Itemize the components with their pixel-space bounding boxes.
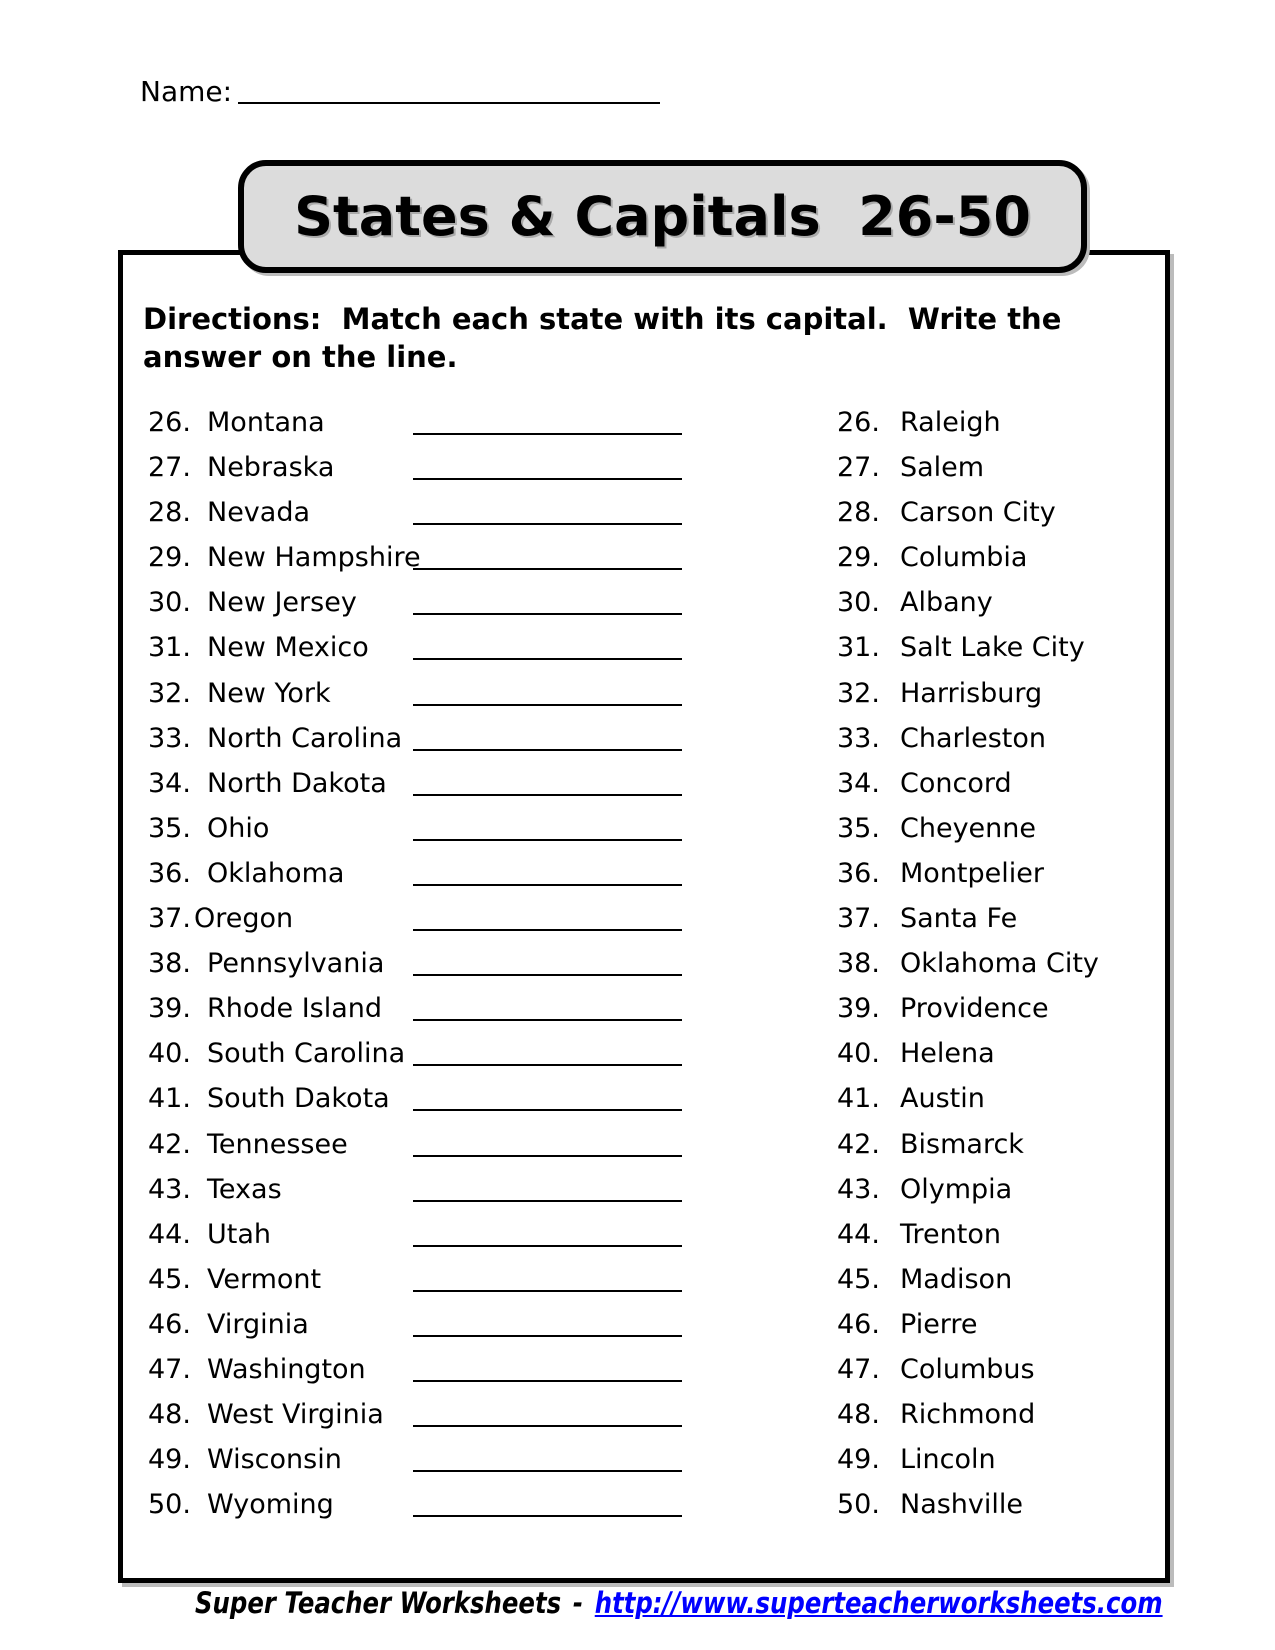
state-name: South Carolina xyxy=(207,1038,406,1070)
capital-row xyxy=(837,499,1157,544)
state-number: 31. xyxy=(148,632,191,664)
capital-row xyxy=(837,950,1157,995)
state-row xyxy=(148,1353,693,1401)
answer-line[interactable] xyxy=(413,478,682,480)
state-row xyxy=(148,1401,693,1446)
state-number: 37. xyxy=(148,903,191,935)
capital-row xyxy=(837,857,1157,905)
capital-row xyxy=(837,905,1157,950)
capital-number: 37. xyxy=(837,903,880,935)
state-name: Oregon xyxy=(194,903,294,935)
answer-line[interactable] xyxy=(413,613,682,615)
capital-name: Pierre xyxy=(900,1308,978,1340)
capital-name: Albany xyxy=(900,587,993,619)
answer-line[interactable] xyxy=(413,974,682,976)
answer-line[interactable] xyxy=(413,884,682,886)
capital-number: 32. xyxy=(837,677,880,709)
capital-name: Providence xyxy=(900,993,1049,1025)
state-name: Pennsylvania xyxy=(207,948,385,980)
state-name: Tennessee xyxy=(207,1128,348,1160)
state-row xyxy=(148,1491,693,1536)
name-label: Name: xyxy=(140,75,233,108)
state-number: 46. xyxy=(148,1308,191,1340)
answer-line[interactable] xyxy=(413,794,682,796)
capital-row xyxy=(837,1401,1157,1446)
state-name: Nevada xyxy=(207,497,311,529)
capital-name: Helena xyxy=(900,1038,995,1070)
state-number: 42. xyxy=(148,1128,191,1160)
state-number: 32. xyxy=(148,677,191,709)
state-number: 39. xyxy=(148,993,191,1025)
state-row xyxy=(148,767,693,815)
capital-number: 46. xyxy=(837,1308,880,1340)
capital-row xyxy=(837,995,1157,1040)
state-name: New Mexico xyxy=(207,632,369,664)
answer-line[interactable] xyxy=(413,929,682,931)
state-name: Texas xyxy=(207,1173,282,1205)
capital-number: 42. xyxy=(837,1128,880,1160)
capital-number: 49. xyxy=(837,1444,880,1476)
capital-name: Harrisburg xyxy=(900,677,1043,709)
capital-number: 48. xyxy=(837,1399,880,1431)
state-row xyxy=(148,677,693,725)
state-name: West Virginia xyxy=(207,1399,384,1431)
state-row xyxy=(148,499,693,544)
state-name: New Hampshire xyxy=(207,542,421,574)
capital-name: Bismarck xyxy=(900,1128,1024,1160)
state-name: Montana xyxy=(207,407,325,438)
answer-line[interactable] xyxy=(413,1290,682,1292)
capital-name: Austin xyxy=(900,1083,985,1115)
worksheet-title: States & Capitals 26-50 xyxy=(294,184,1031,248)
title-box xyxy=(238,160,1087,273)
capital-number: 38. xyxy=(837,948,880,980)
capital-name: Nashville xyxy=(900,1489,1024,1521)
capital-row xyxy=(837,767,1157,815)
capital-name: Santa Fe xyxy=(900,903,1018,935)
answer-line[interactable] xyxy=(413,1515,682,1517)
capital-row xyxy=(837,454,1157,499)
capital-number: 27. xyxy=(837,452,880,484)
answer-line[interactable] xyxy=(413,1064,682,1066)
state-number: 34. xyxy=(148,767,191,799)
footer-separator: - xyxy=(572,1586,583,1620)
state-row xyxy=(148,722,693,770)
state-number: 33. xyxy=(148,722,191,754)
capital-name: Richmond xyxy=(900,1399,1036,1431)
capital-number: 44. xyxy=(837,1218,880,1250)
capital-name: Trenton xyxy=(900,1218,1001,1250)
state-name: South Dakota xyxy=(207,1083,390,1115)
answer-line[interactable] xyxy=(413,1470,682,1472)
capital-row xyxy=(837,1308,1157,1356)
state-name: Wisconsin xyxy=(207,1444,342,1476)
state-number: 35. xyxy=(148,812,191,844)
capital-number: 28. xyxy=(837,497,880,529)
answer-line[interactable] xyxy=(413,704,682,706)
capital-name: Olympia xyxy=(900,1173,1013,1205)
capital-row xyxy=(837,1085,1157,1130)
capital-name: Columbus xyxy=(900,1353,1035,1385)
state-number: 49. xyxy=(148,1444,191,1476)
capital-row xyxy=(837,589,1157,634)
capital-name: Columbia xyxy=(900,542,1028,574)
capital-name: Salem xyxy=(900,452,985,484)
capital-number: 50. xyxy=(837,1489,880,1521)
capital-name: Cheyenne xyxy=(900,812,1037,844)
answer-line[interactable] xyxy=(413,1335,682,1337)
state-name: North Dakota xyxy=(207,767,387,799)
state-name: Washington xyxy=(207,1353,366,1385)
state-number: 28. xyxy=(148,497,191,529)
capital-number: 26. xyxy=(837,407,880,438)
state-row xyxy=(148,1218,693,1266)
answer-line[interactable] xyxy=(413,523,682,525)
capital-number: 34. xyxy=(837,767,880,799)
state-name: Wyoming xyxy=(207,1489,334,1521)
capital-row xyxy=(837,544,1157,589)
capital-number: 40. xyxy=(837,1038,880,1070)
capitals-list xyxy=(837,409,1157,1536)
state-number: 36. xyxy=(148,857,191,889)
directions-text: Directions: Match each state with its capital. Write the answer on the line. xyxy=(143,302,1072,374)
capital-number: 35. xyxy=(837,812,880,844)
capital-row xyxy=(837,409,1157,454)
capital-number: 41. xyxy=(837,1083,880,1115)
capital-name: Charleston xyxy=(900,722,1047,754)
capital-number: 36. xyxy=(837,857,880,889)
answer-line[interactable] xyxy=(413,433,682,435)
state-name: New York xyxy=(207,677,331,709)
state-name: Rhode Island xyxy=(207,993,383,1025)
state-number: 40. xyxy=(148,1038,191,1070)
answer-line[interactable] xyxy=(413,839,682,841)
capital-number: 39. xyxy=(837,993,880,1025)
state-number: 38. xyxy=(148,948,191,980)
state-row xyxy=(148,589,693,634)
state-row xyxy=(148,409,693,454)
capital-name: Montpelier xyxy=(900,857,1044,889)
states-list xyxy=(148,409,693,1536)
state-number: 29. xyxy=(148,542,191,574)
capital-name: Salt Lake City xyxy=(900,632,1085,664)
answer-line[interactable] xyxy=(413,1245,682,1247)
capital-row xyxy=(837,1446,1157,1491)
state-number: 30. xyxy=(148,587,191,619)
answer-line[interactable] xyxy=(413,1380,682,1382)
state-name: North Carolina xyxy=(207,722,403,754)
capital-row xyxy=(837,1218,1157,1266)
capital-number: 30. xyxy=(837,587,880,619)
state-number: 45. xyxy=(148,1263,191,1295)
state-row xyxy=(148,1263,693,1311)
capital-name: Lincoln xyxy=(900,1444,996,1476)
state-row xyxy=(148,995,693,1040)
capital-row xyxy=(837,722,1157,770)
footer-site-name: Super Teacher Worksheets xyxy=(195,1586,562,1620)
capital-row xyxy=(837,1173,1157,1221)
state-row xyxy=(148,1173,693,1221)
capital-row xyxy=(837,1491,1157,1536)
capital-number: 43. xyxy=(837,1173,880,1205)
state-row xyxy=(148,454,693,499)
capital-row xyxy=(837,1040,1157,1085)
capital-name: Madison xyxy=(900,1263,1013,1295)
state-row xyxy=(148,1128,693,1176)
state-row xyxy=(148,950,693,995)
state-row xyxy=(148,905,693,950)
capital-number: 29. xyxy=(837,542,880,574)
state-row xyxy=(148,1446,693,1491)
state-name: Utah xyxy=(207,1218,272,1250)
state-row xyxy=(148,857,693,905)
capital-name: Carson City xyxy=(900,497,1056,529)
capital-row xyxy=(837,1353,1157,1401)
state-row xyxy=(148,544,693,589)
state-row xyxy=(148,812,693,860)
state-row xyxy=(148,1040,693,1085)
state-name: New Jersey xyxy=(207,587,357,619)
capital-number: 33. xyxy=(837,722,880,754)
state-name: Oklahoma xyxy=(207,857,345,889)
state-number: 41. xyxy=(148,1083,191,1115)
capital-row xyxy=(837,1128,1157,1176)
capital-number: 31. xyxy=(837,632,880,664)
state-row xyxy=(148,634,693,679)
answer-line[interactable] xyxy=(413,1109,682,1111)
capital-name: Oklahoma City xyxy=(900,948,1099,980)
state-number: 27. xyxy=(148,452,191,484)
answer-line[interactable] xyxy=(413,658,682,660)
capital-name: Concord xyxy=(900,767,1012,799)
state-number: 50. xyxy=(148,1489,191,1521)
state-number: 47. xyxy=(148,1353,191,1385)
state-name: Nebraska xyxy=(207,452,335,484)
capital-row xyxy=(837,812,1157,860)
state-name: Vermont xyxy=(207,1263,322,1295)
state-name: Virginia xyxy=(207,1308,309,1340)
answer-line[interactable] xyxy=(413,568,682,570)
capital-row xyxy=(837,1263,1157,1311)
capital-name: Raleigh xyxy=(900,407,1001,438)
name-line[interactable] xyxy=(238,74,660,104)
footer xyxy=(195,1586,1163,1620)
state-number: 43. xyxy=(148,1173,191,1205)
state-number: 26. xyxy=(148,407,191,438)
answer-line[interactable] xyxy=(413,749,682,751)
capital-number: 45. xyxy=(837,1263,880,1295)
answer-line[interactable] xyxy=(413,1425,682,1427)
answer-line[interactable] xyxy=(413,1155,682,1157)
answer-line[interactable] xyxy=(413,1200,682,1202)
capital-number: 47. xyxy=(837,1353,880,1385)
answer-line[interactable] xyxy=(413,1019,682,1021)
state-row xyxy=(148,1085,693,1130)
capital-row xyxy=(837,634,1157,679)
footer-link[interactable]: http://www.superteacherworksheets.com xyxy=(594,1586,1163,1620)
capital-row xyxy=(837,677,1157,725)
state-name: Ohio xyxy=(207,812,270,844)
state-number: 44. xyxy=(148,1218,191,1250)
state-number: 48. xyxy=(148,1399,191,1431)
state-row xyxy=(148,1308,693,1356)
